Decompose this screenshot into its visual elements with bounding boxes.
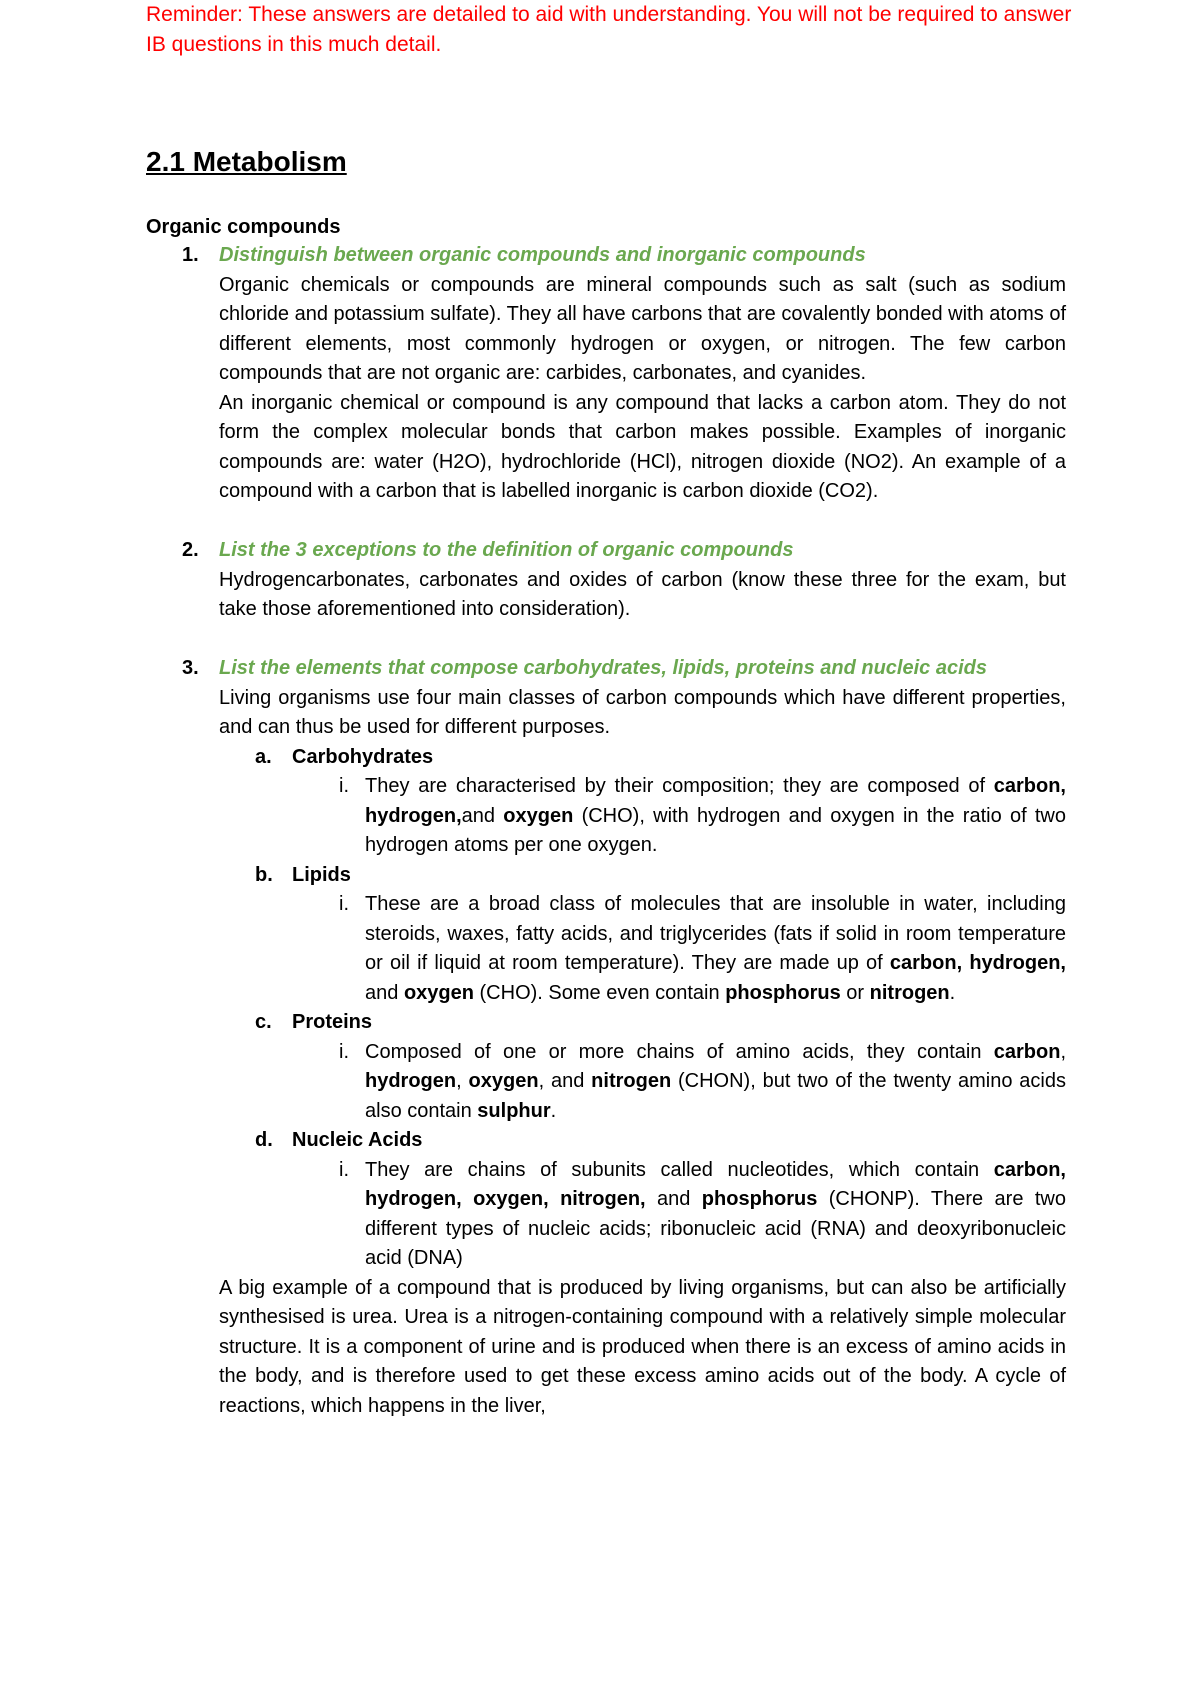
list-item-title: Nucleic Acids	[292, 1129, 423, 1151]
page-heading: 2.1 Metabolism	[146, 146, 347, 177]
reminder-note: Reminder: These answers are detailed to aid with understanding. You will not be required to answer IB questions in this much detail.	[146, 3, 1072, 56]
list-letter: a.	[255, 745, 272, 768]
question-title: List the elements that compose carbohydrates, lipids, proteins and nucleic acids	[219, 657, 987, 679]
list-item-title: Proteins	[292, 1011, 373, 1033]
question-title: List the 3 exceptions to the definition of organic compounds	[219, 539, 794, 561]
list-item-nucleic-acids	[219, 1126, 1066, 1274]
list-item-title: Carbohydrates	[292, 745, 434, 768]
roman-numeral: i.	[339, 775, 349, 797]
sub-point: i. They are chains of subunits called nucleotides, which contain carbon, hydrogen, oxygen, nitrogen, and phosphorus (CHONP). There are two different types of nucleic acids; ribonucleic acid (RNA) and deoxyribonucleic acid (DNA)	[292, 1156, 1066, 1274]
question-number: 3.	[182, 657, 199, 679]
sub-point: i. These are a broad class of molecules that are insoluble in water, including steroids, waxes, fatty acids, and triglycerides (fats if solid in room temperature or oil if liquid at room temperature). They are made up of carbon, hydrogen, and oxygen (CHO). Some even contain phosphorus or nitrogen.	[292, 890, 1066, 1008]
section-title: Organic compounds	[146, 216, 341, 238]
answer-paragraph: Living organisms use four main classes of carbon compounds which have different properties, and can thus be used for different purposes.	[219, 686, 1066, 738]
question-title: Distinguish between organic compounds and inorganic compounds	[219, 244, 866, 266]
roman-numeral: i.	[339, 893, 349, 915]
answer-paragraph: A big example of a compound that is produced by living organisms, but can also be artificially synthesised is urea. Urea is a nitrogen-containing compound with a relatively simple molecular structure. It is a component of urine and is produced when there is an excess of amino acids in the body, and is therefore used to get these excess amino acids out of the body. A cycle of reactions, which happens in the liver,	[219, 1276, 1066, 1417]
sub-point: i. Composed of one or more chains of amino acids, they contain carbon, hydrogen, oxygen, and nitrogen (CHON), but two of the twenty amino acids also contain sulphur.	[292, 1038, 1066, 1127]
list-letter: b.	[255, 863, 273, 886]
list-item-title: Lipids	[292, 863, 351, 886]
roman-numeral: i.	[339, 1040, 349, 1063]
answer-paragraph: Hydrogencarbonates, carbonates and oxides of carbon (know these three for the exam, but take those aforementioned into consideration).	[219, 568, 1066, 620]
sub-point: i. They are characterised by their composition; they are composed of carbon, hydrogen,and oxygen (CHO), with hydrogen and oxygen in the ratio of two hydrogen atoms per one oxygen.	[292, 772, 1066, 861]
question-1	[146, 241, 1066, 507]
question-number: 1.	[182, 244, 199, 266]
list-letter: d.	[255, 1129, 273, 1151]
answer-paragraph: An inorganic chemical or compound is any compound that lacks a carbon atom. They do not form the complex molecular bonds that carbon makes possible. Examples of inorganic compounds are: water (H2O), hydrochloride (HCl), nitrogen dioxide (NO2). An example of a compound with a carbon that is labelled inorganic is carbon dioxide (CO2).	[219, 391, 1066, 502]
roman-numeral: i.	[339, 1158, 349, 1181]
document-body	[146, 241, 1066, 1421]
list-letter: c.	[255, 1011, 272, 1033]
answer-paragraph: Organic chemicals or compounds are mineral compounds such as salt (such as sodium chloride and potassium sulfate). They all have carbons that are covalently bonded with atoms of different elements, most commonly hydrogen or oxygen, or nitrogen. The few carbon compounds that are not organic are: carbides, carbonates, and cyanides.	[219, 273, 1066, 384]
question-2	[146, 536, 1066, 625]
question-3	[146, 654, 1066, 1421]
question-number: 2.	[182, 539, 199, 561]
list-item-proteins	[219, 1008, 1066, 1126]
list-item-lipids	[219, 861, 1066, 1009]
list-item-carbohydrates	[219, 743, 1066, 861]
